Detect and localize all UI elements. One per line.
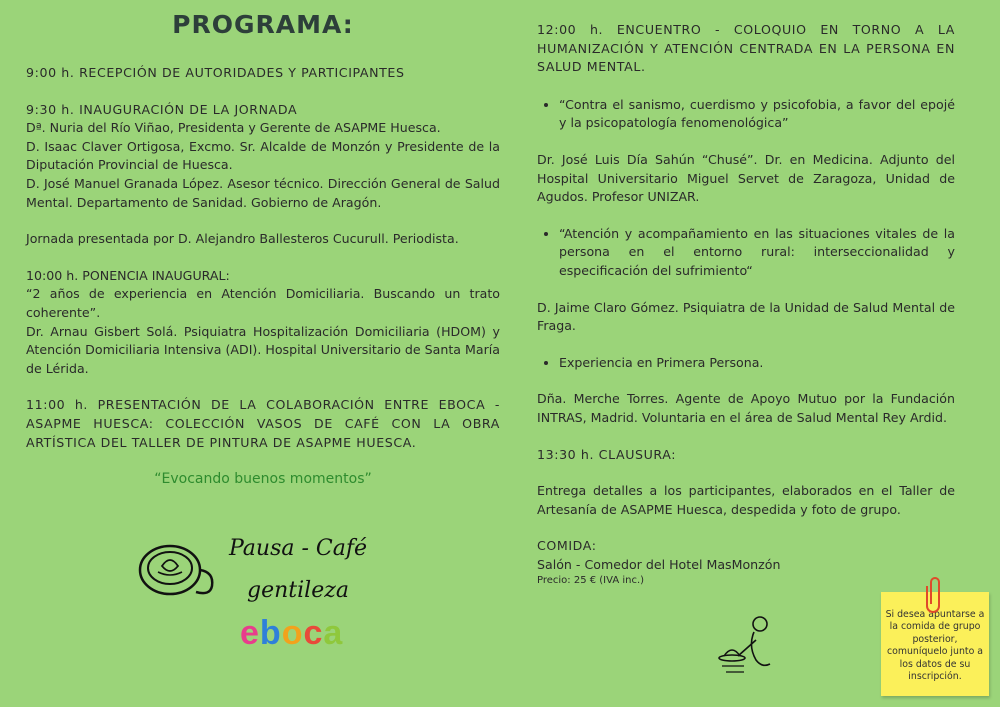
closing-text: Entrega detalles a los participantes, elaborados en el Taller de Artesanía de ASAPME Huesca, despedida y foto de grupo. <box>537 483 955 517</box>
talk-item: • Experiencia en Primera Persona. <box>559 354 955 373</box>
eboca-logo-letter-c: c <box>303 614 324 652</box>
closing-heading: 13:30 h. CLAUSURA: <box>537 446 677 462</box>
slogan-quote: “Evocando buenos momentos” <box>154 471 372 488</box>
coffee-cup-icon <box>134 536 218 610</box>
left-column <box>26 0 500 489</box>
lunch-price: Precio: 25 € (IVA inc.) <box>537 575 645 587</box>
meeting-heading: 12:00 h. ENCUENTRO - COLOQUIO EN TORNO A LA HUMANIZACIÓN Y ATENCIÓN CENTRADA EN LA PERSONA EN SALUD MENTAL. <box>537 22 955 75</box>
keynote-speaker: Dr. Arnau Gisbert Solá. Psiquiatra Hospitalización Domiciliaria (HDOM) y Atención Domiciliaria Intensiva (ADI). Hospital Universitario de Santa María de Lérida. <box>26 323 500 376</box>
pausa-cafe-text: Pausa - Café <box>228 536 368 561</box>
collaboration-item: 11:00 h. PRESENTACIÓN DE LA COLABORACIÓN ENTRE EBOCA - ASAPME HUESCA: COLECCIÓN VASOS DE CAFÉ CON LA OBRA ARTÍSTICA DEL TALLER DE PINTURA DE ASAPME HUESCA. <box>26 397 500 450</box>
lunch-place: Salón - Comedor del Hotel MasMonzón <box>537 556 781 572</box>
speaker-bio: Dr. José Luis Día Sahún “Chusé”. Dr. en Medicina. Adjunto del Hospital Universitario Miguel Servet de Zaragoza, Unidad de Agudos. Profesor UNIZAR. <box>537 151 955 205</box>
eboca-logo-letter-a: a <box>323 614 344 652</box>
eboca-logo-letter-b: b <box>259 614 282 652</box>
talk-list <box>537 354 955 373</box>
lunch-heading: COMIDA: <box>537 538 597 554</box>
right-column <box>537 0 955 588</box>
reception-item: 9:00 h. RECEPCIÓN DE AUTORIDADES Y PARTICIPANTES <box>26 65 405 80</box>
talk-list <box>537 96 955 133</box>
gentileza-text: gentileza <box>247 578 349 603</box>
speaker-line: Dª. Nuria del Río Viñao, Presidenta y Gerente de ASAPME Huesca. <box>26 120 441 136</box>
speaker-bio: D. Jaime Claro Gómez. Psiquiatra de la Unidad de Salud Mental de Fraga. <box>537 299 955 334</box>
speaker-line: D. Isaac Claver Ortigosa, Excmo. Sr. Alcalde de Monzón y Presidente de la Diputación Provincial de Huesca. <box>26 138 500 173</box>
eboca-logo <box>240 614 343 653</box>
inauguration-heading: 9:30 h. INAUGURACIÓN DE LA JORNADA <box>26 101 298 117</box>
speaker-line: D. José Manuel Granada López. Asesor técnico. Dirección General de Salud Mental. Departamento de Sanidad. Gobierno de Aragón. <box>26 175 500 210</box>
talk-list <box>537 225 955 281</box>
talk-item: • “Atención y acompañamiento en las situaciones vitales de la persona en el entorno rural: interseccionalidad y especificación del sufrimiento“ <box>559 225 955 281</box>
eboca-logo-letter-e: e <box>240 614 260 652</box>
waiter-icon <box>716 610 780 680</box>
eboca-logo-letter-o: o <box>281 614 304 652</box>
keynote-heading: 10:00 h. PONENCIA INAUGURAL: <box>26 267 230 283</box>
paperclip-icon <box>925 574 943 614</box>
page-title: PROGRAMA: <box>172 10 354 39</box>
note-text: Si desea apuntarse a la comida de grupo posterior, comuníquelo junto a los datos de su inscripción. <box>885 609 985 683</box>
keynote-talk: “2 años de experiencia en Atención Domiciliaria. Buscando un trato coherente”. <box>26 286 500 320</box>
speaker-bio: Dña. Merche Torres. Agente de Apoyo Mutuo por la Fundación INTRAS, Madrid. Voluntaria en el área de Salud Mental Rey Ardid. <box>537 391 955 425</box>
presenter-line: Jornada presentada por D. Alejandro Ballesteros Cucurull. Periodista. <box>26 231 459 247</box>
talk-item: • “Contra el sanismo, cuerdismo y psicofobia, a favor del epojé y la psicopatología fenomenológica” <box>559 96 955 133</box>
